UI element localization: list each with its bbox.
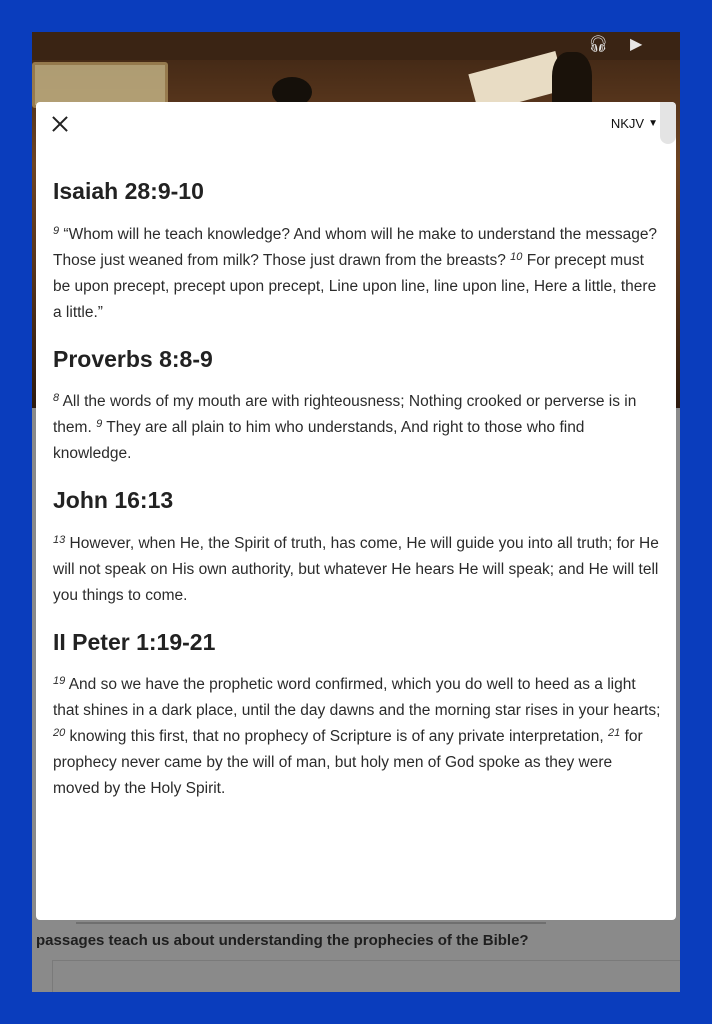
passage-text <box>53 531 661 609</box>
verse-text: knowing this first, that no prophecy of Scripture is of any private interpretation, <box>65 728 609 746</box>
verse-number: 20 <box>53 727 66 740</box>
close-icon[interactable] <box>50 114 70 134</box>
passage-list <box>53 178 661 822</box>
passage-reference: Proverbs 8:8-9 <box>53 345 213 372</box>
verse-number: 10 <box>510 250 523 263</box>
verse-text: However, when He, the Spirit of truth, has come, He will guide you into all truth; for He will not speak on His own authority, but whatever He hears He will speak; and He will tell you things to come. <box>53 534 659 604</box>
version-label: NKJV <box>610 116 645 131</box>
caret-down-icon: ▼ <box>648 118 658 129</box>
scripture-modal <box>36 102 676 920</box>
verse-number: 8 <box>53 392 60 405</box>
passage-text <box>53 222 661 326</box>
verse-text: All the words of my mouth are with righteousness; Nothing crooked or perverse is in them. <box>53 393 637 437</box>
passage-reference: John 16:13 <box>53 487 174 514</box>
background-divider <box>76 922 546 924</box>
verse-number: 13 <box>53 533 66 546</box>
passage-reference: II Peter 1:19-21 <box>53 628 216 655</box>
verse-number: 21 <box>608 727 621 740</box>
verse-text: They are all plain to him who understands, And right to those who find knowledge. <box>53 419 585 463</box>
headphones-icon[interactable]: 🎧︎ <box>588 36 609 53</box>
background-question: passages teach us about understanding the prophecies of the Bible? <box>36 932 529 949</box>
verse-text: for prophecy never came by the will of man, but holy men of God spoke as they were moved by the Holy Spirit. <box>53 728 643 798</box>
verse-text: “Whom will he teach knowledge? And whom will he make to understand the message? Those just weaned from milk? Those just drawn from the breasts? <box>53 225 658 269</box>
version-selector[interactable] <box>611 116 658 131</box>
verse-number: 9 <box>96 418 103 431</box>
verse-text: And so we have the prophetic word confirmed, which you do well to heed as a light that shines in a dark place, until the day dawns and the morning star rises in your hearts; <box>53 676 661 720</box>
video-icon[interactable]: ▶︎ <box>630 36 643 53</box>
verse-number: 9 <box>53 224 60 237</box>
verse-number: 19 <box>53 675 66 688</box>
background-answer-box <box>52 960 680 992</box>
verse-text: For precept must be upon precept, precept upon precept, Line upon line, line upon line, Here a little, there a little.” <box>53 251 657 321</box>
scrollbar-thumb[interactable] <box>660 102 676 144</box>
passage-text <box>53 672 661 802</box>
passage-text <box>53 389 661 467</box>
passage-reference: Isaiah 28:9-10 <box>53 178 204 204</box>
